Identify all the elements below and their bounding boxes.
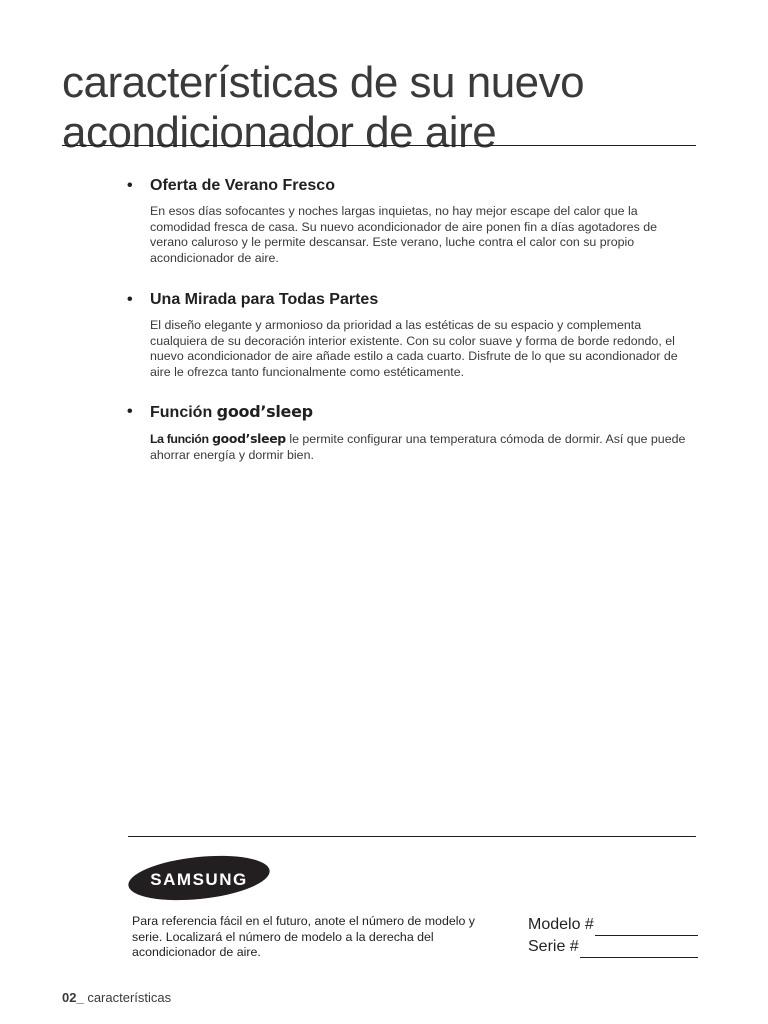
feature-heading-text: Oferta de Verano Fresco (150, 177, 335, 194)
feature-section-summer (127, 176, 687, 266)
goodsleep-brand-body: good’sleep (212, 431, 286, 446)
title-underline (62, 145, 696, 146)
bullet-icon: • (127, 403, 133, 420)
samsung-logo (127, 854, 271, 902)
feature-heading (127, 402, 687, 423)
model-number-label: Modelo # (528, 916, 594, 933)
feature-body: En esos días sofocantes y noches largas inquietas, no hay mejor escape del calor que la comodidad fresca de casa. Su nuevo acondicionador de aire ponen fin a días agotadores de verano caluroso y le permite descansar. Este verano, luche contra el calor con su propio acondicionador de aire. (150, 204, 657, 265)
feature-heading (127, 176, 687, 196)
bullet-icon: • (127, 291, 133, 308)
feature-body-text: le permite configurar una temperatura cómoda de dormir. Así que puede ahorrar energía y dormir bien. (150, 432, 686, 462)
model-serial-fields (528, 914, 698, 958)
section-divider (128, 836, 696, 837)
serial-number-field[interactable] (528, 936, 698, 958)
page-title-line-2: acondicionador de aire (62, 108, 497, 157)
feature-body (127, 431, 687, 463)
page-footer (62, 990, 171, 1005)
feature-body: El diseño elegante y armonioso da prioridad a las estéticas de su espacio y complementa cualquiera de su decoración interior existente. Con su color suave y forma de borde redondo, el nuevo acondicionador de aire añade estilo a cada cuarto. Disfrute de lo que su acondionador de aire le ofrezca tanto funcionalmente como estéticamente. (150, 318, 678, 379)
feature-body-prefix: La función (150, 432, 209, 446)
feature-heading-text: Una Mirada para Todas Partes (150, 291, 379, 308)
feature-section-goodsleep (127, 402, 687, 463)
feature-heading (127, 290, 687, 310)
footer-section-name: características (87, 990, 172, 1005)
feature-heading-text: Función (150, 404, 213, 421)
reference-note: Para referencia fácil en el futuro, anote el número de modelo y serie. Localizará el número de modelo a la derecha del acondicionador de aire. (132, 914, 476, 960)
page-title-line-1: características de su nuevo (62, 58, 585, 107)
model-number-blank[interactable] (595, 919, 698, 936)
feature-section-design (127, 290, 687, 380)
serial-number-blank[interactable] (580, 941, 698, 958)
page-title (62, 58, 702, 158)
model-number-field[interactable] (528, 914, 698, 936)
goodsleep-brand-heading: good’sleep (216, 402, 313, 421)
serial-number-label: Serie # (528, 938, 579, 955)
samsung-logo-wordmark: SAMSUNG (150, 870, 248, 889)
bullet-icon: • (127, 177, 133, 194)
page-number: 02_ (62, 990, 84, 1005)
